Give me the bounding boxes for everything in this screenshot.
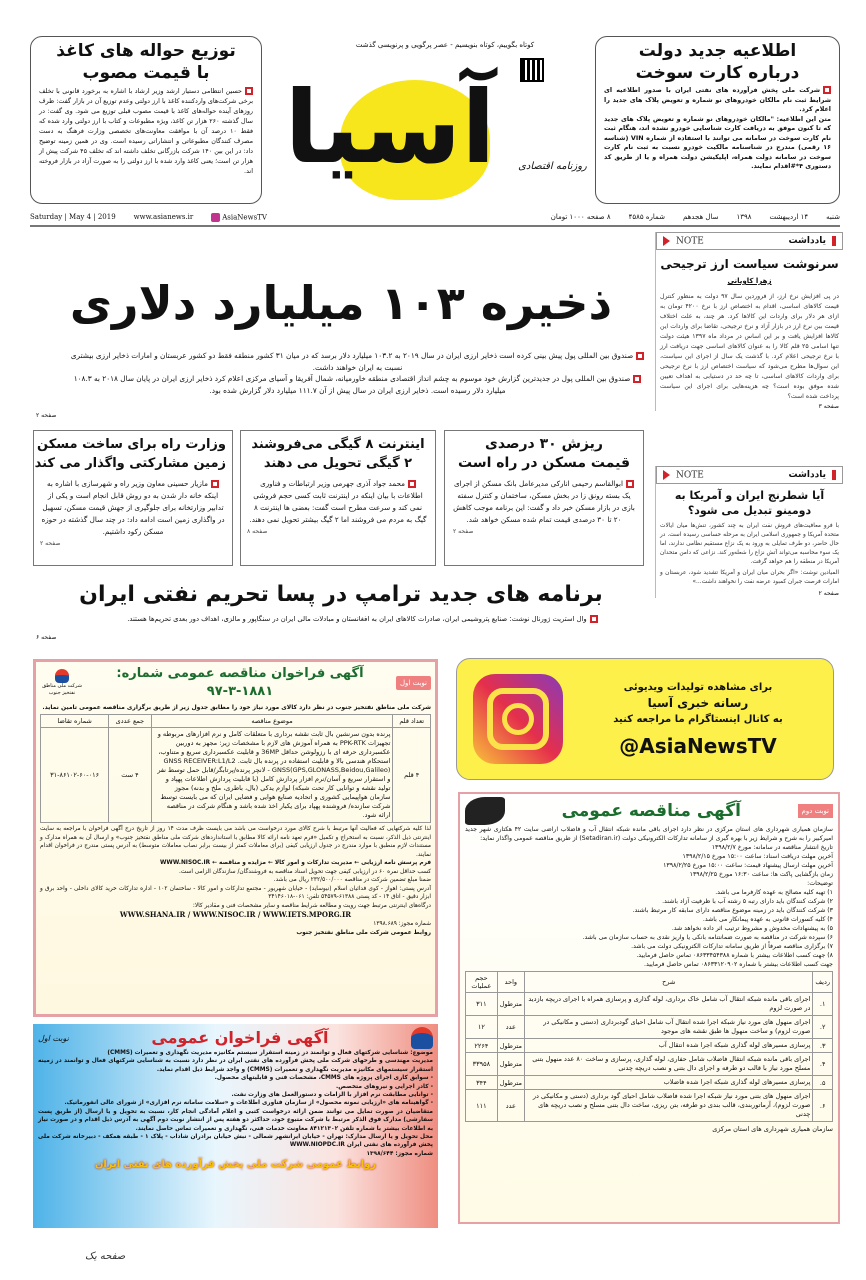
slogan: کوتاه بگوییم، کوتاه بنویسیم - عصر پرگویی و پرنویسی گذشت (355, 41, 535, 49)
cell: ۴ قلم (393, 728, 431, 823)
col-header: تعداد قلم (393, 715, 431, 728)
ad-line: کسب حداقل نمره ۶۰ در ارزیابی کیفی جهت تحویل اسناد مناقصه به فروشندگان/ سازندگان الزامی است. (178, 868, 431, 875)
badge: نوبت اول (396, 676, 431, 690)
table-row (466, 1039, 833, 1053)
bullet-icon (590, 615, 598, 623)
ad-line: - کادر اجرایی و نیروهای متخصص. (336, 1083, 433, 1090)
volume: سال هجدهم (682, 213, 719, 221)
second-lead: وال استریت ژورنال نوشت: صنایع پتروشیمی ایران، صادرات کالاهای ایران به افغانستان و مبادلات مالی ایران در سنگاپور و مالزی، اهداف دور بعدی تحریم‌ها هستند. (127, 615, 587, 623)
ad-body: لذا کلیه شرکتهایی که فعالیت آنها مرتبط با شرح کالای مورد درخواست می باشد می بایست ظرف مدت ۱۴ روز از تاریخ درج آگهی فراخوان با مراجعه به سایت اینترنتی ذیل الذکر، نسبت به استخراج و تکمیل «فرم تعهد نامه ارائه کالا مطابق با استانداردهای شرکت ملی مناطق نفتخیز جنوب» و ارسال آن به همراه مدارک و مستندات لازم منطبق با موارد مندرج در جدول ارزیابی کیفی (برای معاملات کمتر از بیست برابر نصاب معاملات متوسط) به آدرس پستی مندرج در فراخوان اقدام نمایند. (40, 826, 431, 858)
ad-note: ۵) به پیشنهادات مخدوش و مشروط ترتیب اثر داده نخواهد شد. (671, 925, 833, 932)
bullet-icon (823, 86, 831, 94)
pages-price: ۸ صفحه ۱۰۰۰ تومان (550, 213, 611, 221)
cell: ۱. (813, 993, 833, 1016)
ad-date: توضیحات: (807, 880, 833, 887)
ad-title: آگهی فراخوان عمومی (151, 1028, 329, 1047)
cell: عدد (497, 1090, 524, 1122)
year: ۱۳۹۸ (736, 213, 752, 221)
cell: ۴. (813, 1053, 833, 1076)
ad-permit: شماره مجوز: ۱۳۹۸.۶۸۹ (373, 921, 431, 927)
box-body: مازیار حسینی معاون وزیر راه و شهرسازی با اشاره به اینکه خانه دار شدن به دو روش قابل انجام است و یکی از تدابیر وزارتخانه برای جلوگیری از جهش قیمت مسکن، تسهیل در واگذاری زمین است ادامه داد: در چند سال گذشته در حوزه مسکن رکود داشتیم. (41, 479, 225, 536)
logo-subtitle: روزنامه اقتصادی (518, 161, 587, 172)
box-body-wrap (247, 478, 429, 526)
works-table (465, 971, 833, 1122)
box-title-2: درباره کارت سوخت (635, 63, 800, 83)
page-ref: صفحه ۲ (818, 590, 839, 597)
bullet-icon (408, 480, 416, 488)
box-lead-wrap (604, 86, 831, 115)
bullet-icon (211, 480, 219, 488)
box-body-wrap (39, 86, 253, 176)
box-title: وزارت راه برای ساخت مسکن (37, 437, 226, 452)
box-body: متن این اطلاعیه: "مالکان خودروهای نو شماره و تعویض پلاک های جدید که تا کنون موفق به دریافت کارت شناسایی خودرو نشده اند، هنگام ثبت نام کارت سوخت در سامانه می توانند با استفاده از شماره VIN (شناسه ۱۶ رقمی) مندرج در شناسنامه مالکیت خودرو نسبت به ثبت نام کارت سوخت در سامانه دولت همراه، اپلیکیشن دولت همراه و یا از طریق کد دستوری ۴*#اقدام نمایند. (604, 114, 831, 170)
cell: مترطول (497, 1053, 524, 1076)
cell: عدد (497, 1016, 524, 1039)
box-body: حسین انتظامی دستیار ارشد وزیر ارشاد با اشاره به برخورد قانونی با تخلف برخی شرکت‌های واردکننده کاغذ با ارز دولتی وعدم توزیع آن در بازار گفت: ظرف روزهای آینده حواله‌های کاغذ با قیمت مصوب قبلی توزیع می شود. وی گفت: در سال گذشته ۲۶۰ هزار تن کاغذ، ویژه مطبوعات و کتاب با ارز دولتی وارد شده که فقط ۱۰ درصد آن با موافقت معاونت‌های تخصصی وزارت فرهنگ به دست مصرف کنندگان مطبوعاتی و انتشاراتی رسیده است. وی در همین زمینه توضیح داد: در این بین ۱۴۰ شرکت بازرگانی تخلف داشته اند که تخلف ۴۵ شرکت پیش از هزار تن است؛ یعنی کاغذ وارد شده با ارز دولتی را به صورت آزاد در بازار فروخته اند. (39, 87, 254, 175)
fuel-card-box (595, 36, 840, 204)
note-title: آیا شطرنج ایران و آمریکا به دومینو تبدیل می شود؟ (674, 489, 825, 517)
page-mark: صفحه یک (85, 1251, 126, 1262)
ad-note: ۲) شرکت کنندگان باید دارای رتبه ۵ رشته آب با ظرفیت آزاد باشند. (662, 898, 833, 905)
ad-date: آخرین مهلت دریافت اسناد: ساعت ۱۵:۰۰ مورخ ۱۳۹۸/۲/۱۵ (682, 853, 833, 860)
summary-p1-wrap (70, 350, 645, 373)
ad-note: ۷) برگزاری مناقصه صرفاً از طریق سامانه تدارکات الکترونیکی دولت می باشد. (631, 943, 833, 950)
summary-p1: صندوق بین المللی پول پیش بینی کرده است ذخایر ارزی ایران در سال ۲۰۱۹ به ۱۰۳.۲ میلیارد دلار برسد که در میان ۳۱ کشور منطقه فقط دو کشور عربستان و امارات ذخایر ارزی بیشتری نسبت به ایران خواهند داشت. (70, 351, 634, 372)
page-ref: صفحه ۸ (247, 528, 268, 535)
cell: ۳. (813, 1039, 833, 1053)
cell: اجرای باقی مانده شبکه انتقال فاضلاب شامل حفاری، لوله گذاری، پرسازی و ساخت ۸۰ عدد منهول بتنی مسلح مورد نیاز با قالب دو طرفه و اجرای دال بتنی و نصب دریچه چدنی (525, 1053, 813, 1076)
page-ref: صفحه ۶ (36, 634, 57, 641)
box-title-2: با قیمت مصوب (82, 63, 210, 83)
instagram-icon (473, 674, 563, 764)
ad-title: آگهی فراخوان مناقصه عمومی شماره: ۱۸۸۱-۳-۹۷ (116, 666, 364, 699)
box-title: ریزش ۳۰ درصدی (485, 436, 603, 452)
tender-ad-markazi (458, 792, 840, 1224)
news-box-land (33, 430, 233, 566)
niopdc-logo-icon (411, 1027, 433, 1049)
cell: ۳۱-۸۶۱۰۲-۶۰-۰۱۶ (41, 728, 109, 823)
ad-note: ۱) تهیه کلیه مصالح به عهده کارفرما می باشد. (715, 889, 833, 896)
ad-line: - توانایی مطابقت نرم افزار با الزامات و دستورالعمل های وزارت نفت. (231, 1092, 433, 1099)
tender-table (40, 714, 431, 823)
logo-caption: شرکت ملی مناطق نفتخیز جنوب (42, 683, 82, 696)
ad-footer: روابط عمومی شرکت ملی مناطق نفتخیز جنوب (296, 929, 431, 936)
date-en: Saturday | May 4 | 2019 (30, 213, 116, 221)
table-row (466, 993, 833, 1016)
instagram-icon (211, 213, 220, 222)
bullet-icon (636, 352, 644, 360)
ad-line: - سوابق کاری اجرای پروژه های CMMS، مشخصات فنی و قابلیتهای محصول. (214, 1075, 433, 1082)
page-ref: صفحه ۲ (36, 412, 57, 419)
ad-line: آدرس پستی: اهواز - کوی فدائیان اسلام (نیوساید) - خیابان شهریور - مجتمع تدارکات و امور کالا - ساختمان ۱۰۲ - اداره تدارکات خرید کالای داخلی - واحد برق و ابزار دقیق - اتاق ۱۴ - کد پستی ۶۱۳۸۸-۵۴۵۷۹ تلفن: ۰۶۱-۳۴۱۴۶۰۱۸ (40, 885, 431, 900)
cell: ۳۴۴ (466, 1076, 498, 1090)
main-headline: ذخیره ۱۰۳ میلیارد دلاری (69, 276, 613, 330)
ad-note: ۴) کلیه کسورات قانونی به عهده پیمانکار می باشد. (702, 916, 833, 923)
ad-contact: جهت کسب اطلاعات بیشتر با شماره ۰۸۶۳۳۱۲۰۹۰۲ تماس حاصل فرمایید. (644, 961, 833, 968)
bullet-icon (633, 375, 641, 383)
ad-permit: شماره مجوز: ۱۳۹۸/۶۴۴ (366, 1150, 433, 1157)
table-row (41, 728, 431, 823)
cell: اجرای باقی مانده شبکه انتقال آب شامل خاک برداری، لوله گذاری و پرسازی همراه با اجرای دریچه بازدید در صورت لزوم (525, 993, 813, 1016)
second-lead-wrap (80, 614, 645, 624)
table-row (466, 1016, 833, 1039)
ad-line: - گواهینامه های «ارزیابی نمونه محصول» از سازمان فناوری اطلاعات و «سلامت سامانه نرم افزاری» از شورای عالی انفورماتیک. (64, 1100, 433, 1107)
news-box-housing-price (444, 430, 644, 566)
news-box-internet (240, 430, 436, 566)
table-row (466, 1053, 833, 1076)
ad-title: آگهی مناقصه عمومی (561, 801, 741, 821)
cell: پرنده بدون سرنشین بال ثابت نقشه برداری با متعلقات کامل و نرم افزارهای مربوطه و تجهیزات PPK-RTK به همراه آموزش های لازم با مشخصات زیر: مجهز به دوربین عکسبرداری حرفه ای با رزولوشن حداقل 36MP و قابلیت عکسبرداری سریع و متناوب، استحکام هندسی بالا و قابلیت استفاده در پرنده بال ثابت. GNSS RECEIVER:L1/L2 GNSS(GPS,GLONASS,Beidou,Galileo) - لانچر پرنده/پرتابگر/قابل حمل توسط نفر و استقرار سریع و آسان/نرم افزار پردازش کامل (با قابلیت پردازش اطلاعات پهپاد و تولید نقشه و توانایی کار تحت شبکه) لوازم یدکی (بال، باطری، ملخ و بدنه) مجوز سازمان هواپیمایی کشوری و اتحادیه صنایع هوایی و فضایی ایران که می بایست توسط شرکت سازنده/ فروشنده پهپاد برای یکبار اخذ شده باشد و هنگام شرکت در مناقصه ارائه شود. (151, 728, 393, 823)
note-body: با فرو معافیت‌های فروش نفت ایران به چند کشور، تنش‌ها میان ایالات متحده آمریکا و جمهوری اسلامی ایران به مرحله حساسی رسیده است. در حال حاضر، دو طرف تمایلی به ورود به یک نزاع مستقیم نظامی ندارند، اما یک سوء محاسبه می‌تواند آتش نزاع را شعله‌ور کند. نزاعی که دامن متحدان آمریکا در منطقه را هم خواهد گرفت. (659, 523, 839, 565)
box-title-1: اطلاعیه جدید دولت (638, 41, 797, 61)
note-author: زهرا کاویانی (727, 277, 772, 285)
table-row (466, 1076, 833, 1090)
table-row (466, 1090, 833, 1122)
badge: نوبت اول (38, 1033, 69, 1043)
box-body: ابوالقاسم رحیمی انارکی مدیرعامل بانک مسکن از اجرای یک بسته رونق زا در بخش مسکن، ساختمان و کنترل سفته بازی در بازار مسکن خبر داد و گفت: این برنامه موجب کاهش ۲۰ تا ۳۰ درصدی قیمت تمام شده مسکن خواهد شد. (453, 479, 635, 524)
ad-date: زمان بازگشایی پاکت ها: ساعت ۱۶:۳۰ مورخ ۱۳۹۸/۲/۲۵ (689, 871, 833, 878)
instagram-handle: @AsiaNewsTV (619, 733, 777, 758)
instagram-link[interactable] (211, 213, 267, 222)
note-body-2: المیادین نوشت: «اگر بحران میان ایران و آمریکا تشدید شود، عربستان و امارات فرصت جبران کمبود عرضه نفت را نخواهند داشت...» (660, 570, 839, 585)
ad-note: ۶) سپرده شرکت در مناقصه به صورت ضمانتنامه بانکی یا واریز نقدی به حساب سازمان می باشد. (582, 934, 833, 941)
note-1 (655, 232, 843, 411)
page-ref: صفحه ۲ (453, 528, 474, 535)
ad-note: ۳) شرکت کنندگان باید در زمینه موضوع مناقصه دارای سابقه کار مرتبط باشند. (632, 907, 833, 914)
cell: ۴ ست (109, 728, 151, 823)
ad-line: موضوع: شناسایی شرکتهای فعال و توانمند در زمینه استقرار سیستم مکانیزه مدیریت نگهداری و تعمیرات (CMMS) (107, 1050, 433, 1056)
main-summary (70, 350, 645, 396)
box-title-1: توزیع حواله های کاغذ (56, 41, 236, 61)
tender-ad-nisoc (33, 659, 438, 1017)
ad-line: رسانه خبری آسیا (647, 695, 749, 710)
col-header: جمع عددی (109, 715, 151, 728)
cell: ۲. (813, 1016, 833, 1039)
ad-footer: روابط عمومی شرکت ملی پخش فرآورده های نفتی ایران (94, 1159, 377, 1171)
cell: اجرای منهول های مورد نیاز شبکه اجرا شده انتقال آب شامل احیای گودبرداری (دستی و مکانیکی در صورت لزوم) و ساخت منهول ها طبق نقشه های موجود (525, 1016, 813, 1039)
box-subtitle: زمین مشارکتی واگذار می کند (34, 456, 226, 471)
call-ad-niopdc (33, 1024, 438, 1228)
instagram-ad[interactable] (456, 658, 834, 780)
issue: شماره ۴۵۸۵ (628, 213, 665, 221)
ad-line: متقاضیان در صورت تمایل می توانند ضمن ارائه درخواست کتبی و اعلام آمادگی انجام کار، نسبت به تحویل و یا ارسال (از طریق پست سفارشی) مدارک فوق الذکر مرتبط با شرکت متبوع خود، حداکثر دو هفته پس از انتشار نوبت دوم آگهی به آدرس ذیل اقدام و در صورت نیاز به اطلاعات بیشتر با شماره تلفن ۸۴۱۲۱۳۰۲ معاونت خدمات فنی، نگهداری و تعمیرات تماس حاصل نمایند. (38, 1108, 433, 1132)
bullet-icon (626, 480, 634, 488)
cell: مترطول (497, 993, 524, 1016)
col-header: حجم عملیات (466, 972, 498, 993)
page-ref: صفحه ۲ (40, 540, 61, 547)
page-ref: صفحه ۳ (818, 403, 839, 410)
ad-line: برای مشاهده تولیدات ویدیوئی (623, 681, 773, 693)
box-body-wrap (40, 478, 226, 538)
bullet-icon (245, 87, 253, 95)
organization-logo-icon (465, 797, 505, 825)
badge: نوبت دوم (798, 804, 833, 818)
box-body: محمد جواد آذری جهرمی وزیر ارتباطات و فناوری اطلاعات با بیان اینکه در اینترنت ثابت کسی حجم فروشی نمی کند و سرعت مطرح است گفت: بعضی ها اینترنت ۸ گیگ به مردم می فروشند اما ۲ گیگ بیشتر تحویل نمی دهند. (249, 479, 427, 524)
website-link[interactable]: www.asianews.ir (133, 213, 194, 221)
cell: پرسازی مسیرهای لوله گذاری شبکه اجرا شده انتقال آب (525, 1039, 813, 1053)
col-header: ردیف (813, 972, 833, 993)
box-subtitle: قیمت مسکن در راه است (458, 455, 630, 471)
cell: پرسازی مسیرهای لوله گذاری شبکه اجرا شده فاضلاب (525, 1076, 813, 1090)
qr-code-icon (520, 58, 544, 82)
cell: ۵. (813, 1076, 833, 1090)
logo: آسیا (284, 69, 496, 186)
ad-line: مدیریت مهندسی و طرحهای شرکت ملی پخش فرآورده های نفتی ایران در نظر دارد نسبت به شناسایی شرکتهای فعال و توانمند در زمینه استقرار سیستمهای مکانیزه مدیریت نگهداری و تعمیرات (CMMS) و واجد شرایط ذیل اقدام نماید. (38, 1058, 433, 1073)
second-headline: برنامه های جدید ترامپ در پسا تحریم نفتی ایران (79, 582, 603, 607)
cell: ۳۳۹۵۸ (466, 1053, 498, 1076)
cell: ۱۱۱ (466, 1090, 498, 1122)
note-label-fa: یادداشت (789, 236, 836, 246)
note-title: سرنوشت سیاست ارز ترجیحی (660, 257, 839, 271)
col-header: شرح (525, 972, 813, 993)
ad-intro: سازمان همیاری شهرداری های استان مرکزی در نظر دارد اجرای باقی مانده شبکه انتقال آب و فاضلاب اراضی سایت ۴۲ هکتاری شهر جدید امیرکبیر را به شرح و شرایط زیر با بهره گیری از سامانه تدارکات الکترونیکی دولت (Setadiran.ir) از طریق مناقصه عمومی واگذار نماید: (465, 826, 833, 842)
ad-date: آخرین مهلت ارسال پیشنهاد قیمت: ساعت ۱۵:۰۰ مورخ ۱۳۹۸/۲/۲۵ (663, 862, 833, 869)
ad-body-wrap (40, 825, 431, 937)
cell: ۱۲ (466, 1016, 498, 1039)
cell: ۶. (813, 1090, 833, 1122)
note-label-en: NOTE (663, 470, 704, 481)
ad-body (465, 825, 833, 969)
box-body-wrap (453, 478, 635, 526)
box-lead: شرکت ملی پخش فرآورده های نفتی ایران با صدور اطلاعیه ای شرایط ثبت نام مالکان خودروهای نو شماره و تعویض پلاک های جدید را اعلام کرد. (604, 86, 831, 113)
ad-footer: سازمان همیاری شهرداری های استان مرکزی (712, 1125, 833, 1133)
box-subtitle: ۲ گیگی تحویل می دهند (263, 456, 413, 471)
instagram-handle: AsiaNewsTV (222, 213, 267, 221)
note-label-fa: یادداشت (789, 470, 836, 480)
note-body: در پی افزایش نرخ ارز، از فروردین سال ۹۷ دولت به منظور کنترل قیمت کالاهای اساسی، اقدام به اختصاص ارز با نرخ ۴۲۰۰ تومان به ازای هر دلار برای واردات این کالاها کرد. هر چند، به علت اختلاف قیمت بین نرخ ارز در بازار آزاد و نرخ ترجیحی، تقاضا برای واردات این کالاها افزایش یافت و بر این اساس در مرداد ماه ۱۳۹۷ هیئت دولت تنها اسامی ۲۵ قلم کالا را به عنوان کالاهای اساسی جهت دریافت ارز با نرخ ترجیحی اعلام کرد. با گذشت یک سال از اجرای این سیاست، این سوال‌ها مطرح می‌شود که سیاست اختصاص ارز با نرخ ترجیحی برای واردات کالاهای اساسی، تا چه حد در دستیابی به اهداف تعیین شده موفق بوده است؟ چه هزینه‌هایی برای اجرای این سیاست پرداخت شده است؟ (660, 293, 840, 400)
day: شنبه (826, 213, 840, 221)
cell: مترطول (497, 1039, 524, 1053)
cell: ۲۲۶۴ (466, 1039, 498, 1053)
ad-sites[interactable]: WWW.SHANA.IR / WWW.NISOC.IR / WWW.IETS.MPORG.IR (119, 910, 352, 919)
ad-line: ضمنا مبلغ تضمین شرکت در مناقصه ۲۳۲/۵۰۰/۰۰۰ ریال می باشد. (273, 877, 431, 883)
nioc-logo-icon (40, 669, 84, 697)
ad-path: فرم پرسش نامه ارزیابی ← مدیریت تدارکات و امور کالا ← مزایده و مناقصه ← WWW.NISOC.IR (160, 860, 431, 866)
ad-note: ۸) جهت کسب اطلاعات بیشتر با شماره ۰۸۶۳۳۴۵۴۳۸۸ تماس حاصل فرمایید. (636, 952, 833, 959)
col-header: موضوع مناقصه (151, 715, 393, 728)
ad-body (38, 1049, 433, 1158)
instagram-ad-text (563, 680, 833, 759)
date-fa: ۱۴ اردیبهشت (769, 213, 809, 221)
note-label-en: NOTE (663, 236, 704, 247)
cell: مترطول (497, 1076, 524, 1090)
ad-date: تاریخ انتشار مناقصه در سامانه: مورخ ۱۳۹۸/۲/۷ (711, 844, 833, 851)
cell: ۳۱۱ (466, 993, 498, 1016)
summary-p2: صندوق بین المللی پول در جدیدترین گزارش خود موسوم به چشم انداز اقتصادی منطقه خاورمیانه، شمال آفریقا و آسیای مرکزی اعلام کرد ذخایر ارزی ایران در پایان سال ۲۰۱۸ به ۱۰۸.۳ میلیارد دلار رسیده است. ذخایر ارزی ایران در سال پیش از آن ۱۱۱.۷ میلیارد دلار گزارش شده بود. (73, 374, 631, 395)
col-header: شماره تقاضا (41, 715, 109, 728)
ad-line: درگاه‌های اینترنتی مرتبط جهت رویت و مطالعه شرایط مناقصه و سایر مشخصات فنی و مقادیر کالا: (192, 902, 431, 909)
ad-intro: شرکت ملی مناطق نفتخیز جنوب در نظر دارد کالای مورد نیاز خود را مطابق جدول زیر از طریق برگزاری مناقصه عمومی تامین نماید. (42, 704, 431, 711)
ad-line: به کانال اینستاگرام ما مراجعه کنید (613, 713, 783, 725)
col-header: واحد (497, 972, 524, 993)
cell: اجرای منهول های بتنی مورد نیاز شبکه اجرا شده فاضلاب شامل احیای گود برداری (دستی و مکانیکی در صورت لزوم)، آرماتوربندی، قالب بندی دو طرفه، بتن ریزی، ساخت دال بتنی مسلح و نصب دریچه های چدنی (525, 1090, 813, 1122)
note-2 (655, 466, 843, 598)
dateline (30, 209, 840, 227)
ad-line: محل تحویل و یا ارسال مدارک: تهران - خیابان ایرانشهر شمالی - نبش خیابان برادران شاداب - پلاک ۱ - طبقه همکف - دبیرخانه شرکت ملی پخش فرآورده های نفتی ایران WWW.NIOPDC.IR (38, 1134, 433, 1149)
summary-p2-wrap (70, 373, 645, 396)
paper-distribution-box (30, 36, 262, 204)
box-title: اینترنت ۸ گیگی می‌فروشند (251, 437, 425, 452)
